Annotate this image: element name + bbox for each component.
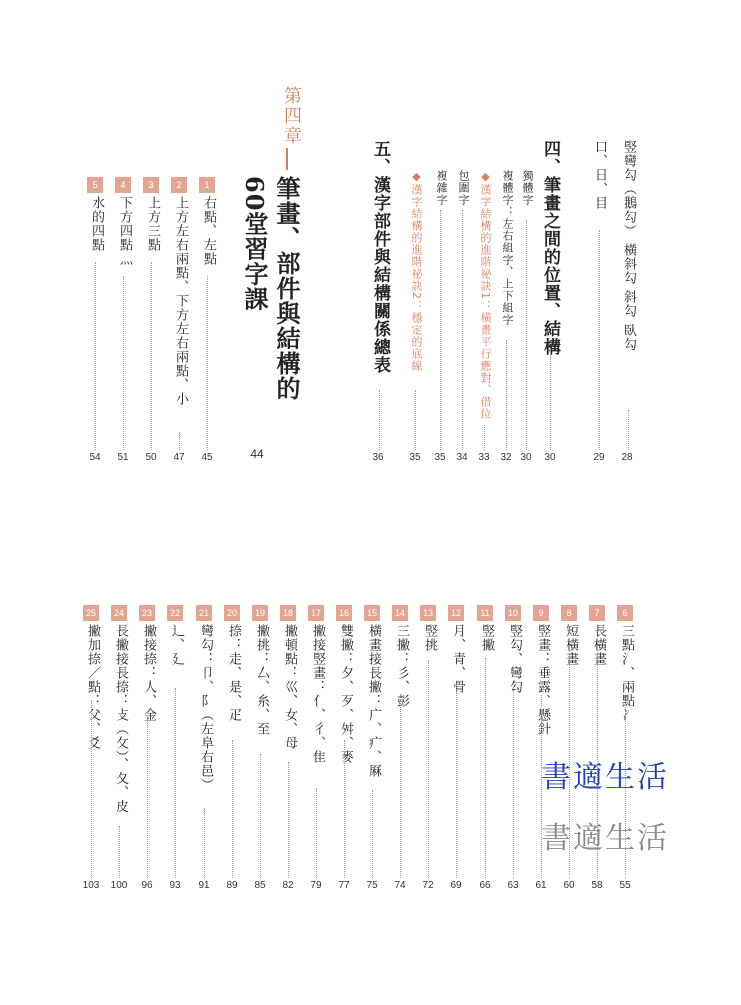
chapter-rule <box>286 148 288 170</box>
leader-dots <box>123 276 124 450</box>
lesson-number-badge: 10 <box>505 605 521 621</box>
lesson-number-badge: 23 <box>139 605 155 621</box>
lesson-title[interactable]: 上方左右兩點、下方左右兩點、小 <box>173 196 188 406</box>
lesson-title[interactable]: 右點、左點 <box>201 196 216 266</box>
lesson-page-number: 96 <box>141 880 153 891</box>
lesson-number-badge: 22 <box>167 605 183 621</box>
leader-dots <box>506 340 507 450</box>
lesson-number-badge: 19 <box>252 605 268 621</box>
lesson-title[interactable]: 撇頓點：巛、女、母 <box>282 624 297 750</box>
lesson-title[interactable]: 水的四點 <box>89 196 104 252</box>
leader-dots <box>513 690 514 878</box>
lesson-title[interactable]: 辶、廴 <box>169 624 184 666</box>
lesson-page-number: 51 <box>117 452 129 463</box>
leader-dots <box>204 808 205 878</box>
lesson-number-badge: 3 <box>143 177 159 193</box>
lesson-page-number: 103 <box>82 880 100 891</box>
lesson-page-number: 72 <box>422 880 434 891</box>
section-heading[interactable]: 五、漢字部件與結構關係總表 <box>370 140 390 374</box>
toc-entry-text[interactable]: ◆漢字結構的進階祕訣2：穩定的底線 <box>410 170 423 372</box>
leader-dots <box>147 718 148 878</box>
toc-entry-text[interactable]: 包圍字 <box>457 170 470 206</box>
lesson-number-badge: 16 <box>336 605 352 621</box>
toc-page-number: 28 <box>621 452 633 463</box>
lesson-page-number: 61 <box>535 880 547 891</box>
lesson-page-number: 63 <box>507 880 519 891</box>
leader-dots <box>628 410 629 450</box>
lesson-page-number: 77 <box>338 880 350 891</box>
lesson-page-number: 55 <box>619 880 631 891</box>
leader-dots <box>456 684 457 878</box>
lesson-number-badge: 12 <box>448 605 464 621</box>
leader-dots <box>379 390 380 450</box>
toc-page-number: 35 <box>409 452 421 463</box>
leader-dots <box>415 390 416 450</box>
chapter-title-line1[interactable]: 筆畫、部件與結構的 <box>272 176 301 401</box>
leader-dots <box>91 700 92 878</box>
toc-entry-text[interactable]: 口、日、目 <box>592 140 607 210</box>
lesson-number-badge: 5 <box>87 177 103 193</box>
lesson-title[interactable]: 竪勾、彎勾 <box>507 624 522 694</box>
watermark-blue: 書適生活 <box>541 760 669 795</box>
lesson-page-number: 58 <box>591 880 603 891</box>
toc-page-number: 30 <box>544 452 556 463</box>
lesson-page-number: 50 <box>145 452 157 463</box>
toc-entry-text[interactable]: 竪彎勾（鵝勾） 橫斜勾 斜勾 臥勾 <box>621 140 636 352</box>
lesson-number-badge: 1 <box>199 177 215 193</box>
toc-entry-text[interactable]: 複雜字 <box>435 170 448 206</box>
lesson-page-number: 93 <box>169 880 181 891</box>
lesson-title[interactable]: 橫畫接長撇：广、疒、厤 <box>366 624 381 778</box>
lesson-title[interactable]: 雙撇：夕、歹、舛、麥 <box>338 624 353 764</box>
lesson-number-badge: 24 <box>111 605 127 621</box>
leader-dots <box>344 740 345 878</box>
toc-page-number: 33 <box>478 452 490 463</box>
leader-dots <box>260 754 261 878</box>
lesson-number-badge: 7 <box>589 605 605 621</box>
lesson-title[interactable]: 撇接竪畫：亻、彳、隹 <box>310 624 325 764</box>
lesson-title[interactable]: 撇加捺／點：父、爻 <box>85 624 100 750</box>
lesson-page-number: 54 <box>89 452 101 463</box>
toc-page-number: 36 <box>372 452 384 463</box>
lesson-number-badge: 2 <box>171 177 187 193</box>
lesson-number-badge: 25 <box>83 605 99 621</box>
lesson-number-badge: 13 <box>420 605 436 621</box>
leader-dots <box>550 350 551 450</box>
leader-dots <box>440 210 441 450</box>
lesson-page-number: 100 <box>110 880 128 891</box>
lesson-page-number: 75 <box>366 880 378 891</box>
leader-dots <box>95 262 96 450</box>
chapter-title-line2[interactable]: 60堂習字課 <box>240 176 269 312</box>
leader-dots <box>119 826 120 878</box>
lesson-title[interactable]: 竪挑 <box>422 624 437 652</box>
leader-dots <box>179 432 180 450</box>
lesson-page-number: 85 <box>254 880 266 891</box>
lesson-number-badge: 18 <box>280 605 296 621</box>
chapter-page-number: 44 <box>250 447 264 461</box>
lesson-page-number: 45 <box>201 452 213 463</box>
lesson-title[interactable]: 撇接捺：人、金 <box>141 624 156 722</box>
lesson-number-badge: 9 <box>533 605 549 621</box>
leader-dots <box>151 262 152 450</box>
lesson-title[interactable]: 短橫畫 <box>563 624 578 666</box>
lesson-page-number: 79 <box>310 880 322 891</box>
toc-page-number: 32 <box>500 452 512 463</box>
lesson-number-badge: 14 <box>392 605 408 621</box>
leader-dots <box>428 660 429 878</box>
toc-page-number: 29 <box>593 452 605 463</box>
lesson-page-number: 74 <box>394 880 406 891</box>
leader-dots <box>207 275 208 450</box>
lesson-title[interactable]: 竪畫：垂露、懸針 <box>535 624 550 736</box>
lesson-number-badge: 11 <box>477 605 493 621</box>
chapter-label: 第四章 <box>281 86 302 146</box>
section-heading[interactable]: 四、筆畫之間的位置、結構 <box>540 140 560 356</box>
leader-dots <box>316 788 317 878</box>
lesson-title[interactable]: 三撇：彡、彭 <box>394 624 409 708</box>
lesson-number-badge: 8 <box>561 605 577 621</box>
lesson-page-number: 82 <box>282 880 294 891</box>
lesson-number-badge: 20 <box>224 605 240 621</box>
lesson-page-number: 47 <box>173 452 185 463</box>
toc-page-number: 34 <box>456 452 468 463</box>
lesson-title[interactable]: 上方三點 <box>145 196 160 252</box>
lesson-title[interactable]: 下方四點灬 <box>117 196 132 266</box>
leader-dots <box>372 790 373 878</box>
lesson-number-badge: 6 <box>617 605 633 621</box>
toc-page-number: 35 <box>434 452 446 463</box>
toc-entry-text[interactable]: ◆漢字結構的進階祕訣1：橫畫平行應對、借位 <box>479 170 492 420</box>
lesson-page-number: 66 <box>479 880 491 891</box>
lesson-title[interactable]: 月、青、骨 <box>450 624 465 694</box>
leader-dots <box>599 230 600 450</box>
lesson-title[interactable]: 彎勾：卩、阝（左阜右邑） <box>198 624 213 792</box>
leader-dots <box>175 688 176 878</box>
watermark-gray: 書適生活 <box>541 821 669 856</box>
lesson-title[interactable]: 三點氵、兩點冫 <box>619 624 634 722</box>
lesson-page-number: 91 <box>198 880 210 891</box>
lesson-title[interactable]: 長撇接長捺：攴（攵）、夂、皮 <box>113 624 128 814</box>
toc-entry-text[interactable]: 獨體字 <box>521 170 534 206</box>
lesson-title[interactable]: 捺：走、是、疋 <box>226 624 241 722</box>
leader-dots <box>526 220 527 450</box>
toc-page-number: 30 <box>520 452 532 463</box>
toc-entry-text[interactable]: 複體字：左右組字、上下組字 <box>501 170 514 326</box>
leader-dots <box>232 740 233 878</box>
lesson-number-badge: 17 <box>308 605 324 621</box>
lesson-title[interactable]: 長橫畫 <box>591 624 606 666</box>
lesson-title[interactable]: 竪撇 <box>479 624 494 652</box>
leader-dots <box>400 700 401 878</box>
lesson-number-badge: 21 <box>196 605 212 621</box>
lesson-page-number: 69 <box>450 880 462 891</box>
lesson-number-badge: 15 <box>364 605 380 621</box>
lesson-page-number: 89 <box>226 880 238 891</box>
leader-dots <box>462 210 463 450</box>
lesson-page-number: 60 <box>563 880 575 891</box>
leader-dots <box>484 425 485 450</box>
leader-dots <box>485 658 486 878</box>
leader-dots <box>288 762 289 878</box>
lesson-title[interactable]: 撇挑：厶、糸、至 <box>254 624 269 736</box>
lesson-number-badge: 4 <box>115 177 131 193</box>
